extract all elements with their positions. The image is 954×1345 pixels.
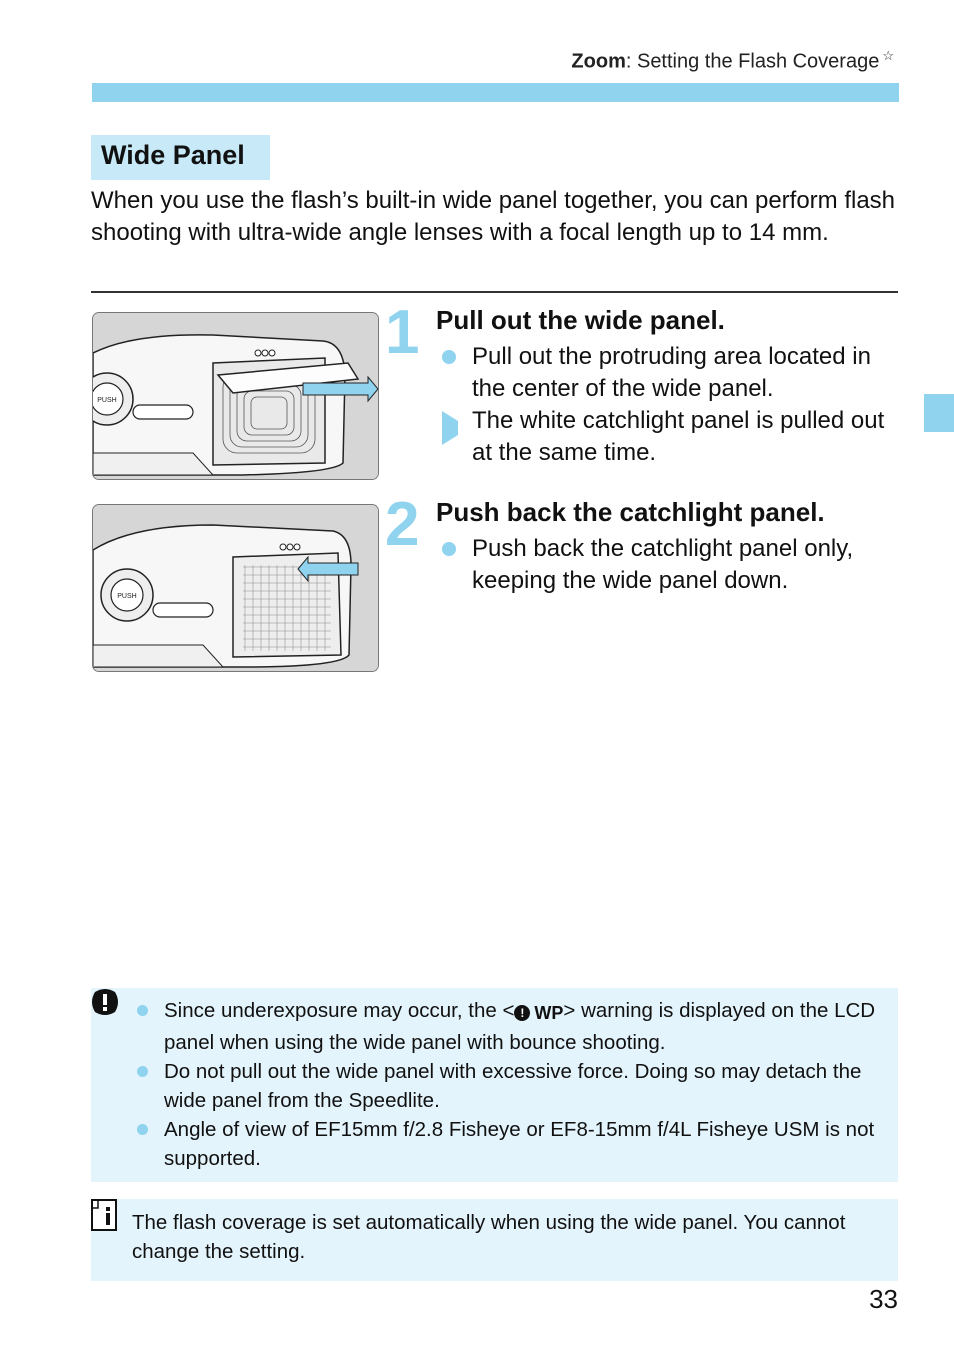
step-1-illustration (92, 312, 379, 480)
caution-icon (91, 988, 119, 1016)
bullet-dot-icon (137, 1005, 148, 1016)
list-item: Since underexposure may occur, the < ! WP > warning is displayed on the LCD panel when using the wide panel with bounce shooting. (134, 996, 889, 1057)
warning-mark-icon: ! (514, 1005, 530, 1021)
wp-warning-indicator: ! WP (514, 999, 563, 1028)
chapter-tab (924, 394, 954, 432)
header-zoom-label: Zoom (571, 50, 626, 73)
intro-paragraph: When you use the flash’s built-in wide panel together, you can perform flash shooting with ultra-wide angle lenses with a focal length up to 14 mm. (91, 187, 896, 246)
list-item: Pull out the protruding area located in the center of the wide panel. (436, 341, 906, 405)
memo-icon (91, 1199, 117, 1231)
step-2-illustration (92, 504, 379, 672)
bullet-dot-icon (137, 1124, 148, 1135)
header-title-text: : Setting the Flash Coverage (625, 50, 880, 73)
bullet-dot-icon (442, 350, 456, 364)
push-label: PUSH (117, 593, 137, 600)
push-label: PUSH (97, 397, 117, 404)
section-title: Wide Panel (91, 135, 270, 180)
list-item: The white catchlight panel is pulled out at the same time. (436, 405, 906, 469)
step-1-title: Pull out the wide panel. (436, 305, 725, 335)
result-arrow-icon (442, 411, 472, 445)
note-text: The flash coverage is set automatically when using the wide panel. You cannot change the setting. (132, 1211, 846, 1263)
caution-list (134, 996, 889, 1173)
list-item: Angle of view of EF15mm f/2.8 Fisheye or EF8-15mm f/4L Fisheye USM is not supported. (134, 1115, 889, 1173)
list-item: Do not pull out the wide panel with excessive force. Doing so may detach the wide panel from the Speedlite. (134, 1057, 889, 1115)
bullet-dot-icon (137, 1066, 148, 1077)
running-header (571, 48, 894, 74)
step-2-number: 2 (385, 490, 420, 559)
step-1-number: 1 (385, 298, 420, 367)
star-icon: ☆ (882, 48, 894, 63)
step-2-bullets (436, 533, 906, 597)
step-2-title: Push back the catchlight panel. (436, 497, 825, 527)
bullet-dot-icon (442, 542, 456, 556)
page-number: 33 (869, 1284, 898, 1314)
header-bar (92, 83, 899, 102)
divider (91, 291, 898, 293)
list-item: Push back the catchlight panel only, keeping the wide panel down. (436, 533, 906, 597)
step-1-bullets (436, 341, 906, 469)
